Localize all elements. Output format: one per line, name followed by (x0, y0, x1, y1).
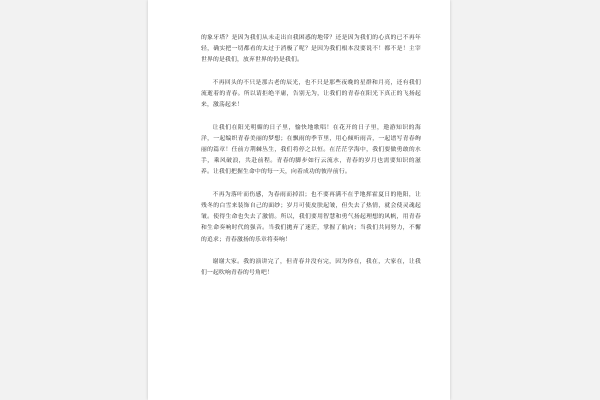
document-page (148, 0, 450, 400)
paragraph-5: 谢谢大家。我的演讲完了，但青春并没有完，因为你在，我在，大家在，让我们一起吹响青春的号角吧！ (201, 259, 421, 277)
paragraph-3: 让我们在阳光明媚的日子里，愉快地歌唱！在花开的日子里，遨游知识的海洋，一起编织青春美丽的梦想；在飘雨的季节里，用心倾听雨音，一起谱写青春绚丽的篇章！任前方荆棘丛生，我们将停之以恒。在茫茫学海中，我们要做勇敢的水手，乘风破浪，共赴前程。青春的脚步如行云流水，青春的岁月也需要知识的滋养。让我们把握生命中的每一天，向着成功的彼岸前行。 (201, 124, 421, 176)
paragraph-4: 不再为落叶而伤感，为春雨而掉泪；也不要再满不在乎地挥霍夏日的艳阳，让残冬的白雪来装饰自己的面纱；岁月可使皮肤起皱，但失去了热情，就会使灵魂起皱。使得生命也失去了激情。所以，我们要用智慧和勇气扬起理想的风帆，用青春和生命奏响时代的强音。当我们拋弃了迷茫，掌握了航向；当我们共同努力，不懈的追求；青春激扬的乐章将奏响！ (201, 191, 421, 243)
paragraph-1: 的象牙塔？是因为我们从未走出自我困惑的地带？还是因为我们的心真的已不再年轻，确实把一切都看的太过于消极了呢？是因为我们根本没要说不！都不是！主宰世界的是我们，放弃世界的仍是我们。 (201, 35, 421, 64)
document-body (201, 33, 421, 291)
paragraph-2: 不再回头的不只是那古老的辰光，也不只是那些夜晚的星群和月亮，还有我们流逝着的青春。所以请拒绝平庸，告别无为，让我们的青春在阳光下真正的飞扬起来，激荡起来！ (201, 79, 421, 109)
